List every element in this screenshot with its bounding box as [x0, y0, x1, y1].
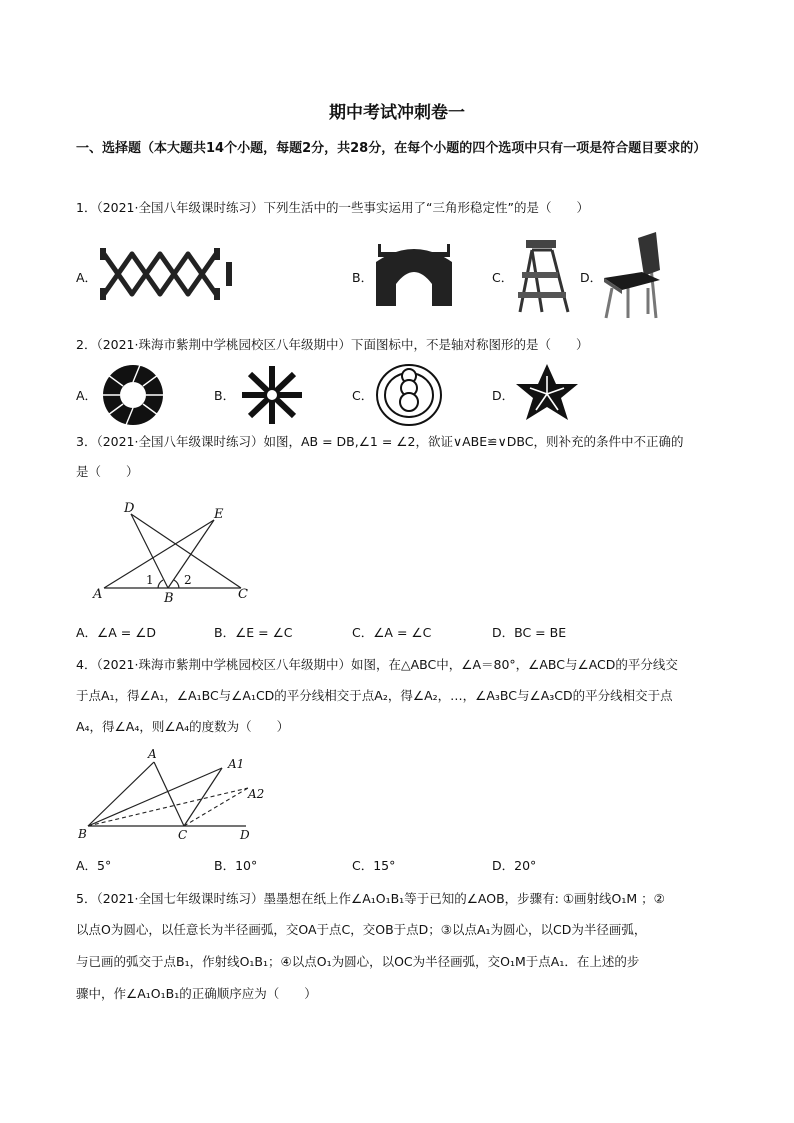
q2-stem: 2．（2021·珠海市紫荆中学桃园校区八年级期中）下面图标中，不是轴对称图形的是（ ）	[76, 337, 589, 352]
spiral-ring-icon	[100, 362, 166, 428]
q5-stem-line2: 以点O为圆心，以任意长为半径画弧，交OA于点C，交OB于点D；③以点A₁为圆心，以CD为半径画弧，	[76, 922, 647, 937]
pinwheel-star-icon	[514, 362, 580, 424]
q2-option-d[interactable]: D．	[492, 388, 515, 403]
label-b: B	[164, 591, 174, 605]
q3-stem-line2: 是（ ）	[76, 464, 139, 479]
q4-stem-line2: 于点A₁，得∠A₁，∠A₁BC与∠A₁CD的平分线相交于点A₂，得∠A₂，…，∠A₃BC与∠A₃CD的平分线相交于点	[76, 688, 673, 703]
label-d: D	[240, 828, 250, 842]
q3-stem-line1: 3．（2021·全国八年级课时练习）如图，AB = DB,∠1 = ∠2，欲证∨ABE≌∨DBC，则补充的条件中不正确的	[76, 434, 684, 449]
q1-option-b[interactable]: B．	[352, 270, 374, 285]
q1-stem: 1．（2021·全国八年级课时练习）下列生活中的一些事实运用了“三角形稳定性”的是（ ）	[76, 200, 589, 215]
label-d: D	[124, 501, 135, 516]
nested-circles-icon	[374, 362, 444, 428]
label-angle-2: 2	[184, 573, 192, 587]
q2-option-c[interactable]: C．	[352, 388, 374, 403]
label-c: C	[238, 587, 248, 602]
snowflake-star-icon	[238, 362, 306, 428]
q3-triangle-figure	[86, 500, 256, 605]
q2-option-b[interactable]: B．	[214, 388, 236, 403]
label-a: A	[93, 587, 103, 602]
label-e: E	[214, 507, 224, 522]
q5-stem-line1: 5．（2021·全国七年级课时练习）墨墨想在纸上作∠A₁O₁B₁等于已知的∠AOB，步骤有: ①画射线O₁M ；②	[76, 891, 665, 906]
q3-option-b[interactable]: B．∠E = ∠C	[214, 625, 293, 640]
q4-stem-line3: A₄，得∠A₄，则∠A₄的度数为（ ）	[76, 719, 290, 734]
q5-stem-line3: 与已画的弧交于点B₁，作射线O₁B₁；④以点O₁为圆心，以OC为半径画弧，交O₁M于点A₁．在上述的步	[76, 954, 640, 969]
lattice-gate-image	[96, 244, 236, 308]
step-ladder-image	[512, 236, 574, 316]
q1-option-d[interactable]: D．	[580, 270, 603, 285]
page-title: 期中考试冲刺卷一	[329, 103, 465, 123]
q2-option-a[interactable]: A．	[76, 388, 98, 403]
q5-stem-line4: 骤中，作∠A₁O₁B₁的正确顺序应为（ ）	[76, 986, 317, 1001]
q3-option-c[interactable]: C．∠A = ∠C	[352, 625, 432, 640]
q1-option-c[interactable]: C．	[492, 270, 514, 285]
label-b: B	[78, 827, 87, 841]
label-a: A	[148, 747, 157, 761]
q4-option-a[interactable]: A．5°	[76, 858, 112, 873]
label-a2: A2	[248, 787, 265, 801]
label-a1: A1	[228, 757, 245, 771]
q4-stem-line1: 4．（2021·珠海市紫荆中学桃园校区八年级期中）如图，在△ABC中，∠A＝80°，∠ABC与∠ACD的平分线交	[76, 657, 678, 672]
q4-triangle-figure	[78, 746, 268, 846]
q4-option-b[interactable]: B．10°	[214, 858, 258, 873]
section-heading: 一、选择题（本大题共14个小题，每题2分，共28分，在每个小题的四个选项中只有一项是符合题目要求的）	[76, 141, 707, 156]
q4-option-d[interactable]: D．20°	[492, 858, 537, 873]
q4-option-c[interactable]: C．15°	[352, 858, 396, 873]
q3-option-d[interactable]: D．BC = BE	[492, 625, 567, 640]
chair-image	[598, 230, 668, 322]
label-c: C	[178, 828, 188, 842]
q3-option-a[interactable]: A．∠A = ∠D	[76, 625, 157, 640]
label-angle-1: 1	[146, 573, 154, 587]
arch-bridge-image	[374, 238, 454, 308]
q1-option-a[interactable]: A．	[76, 270, 98, 285]
